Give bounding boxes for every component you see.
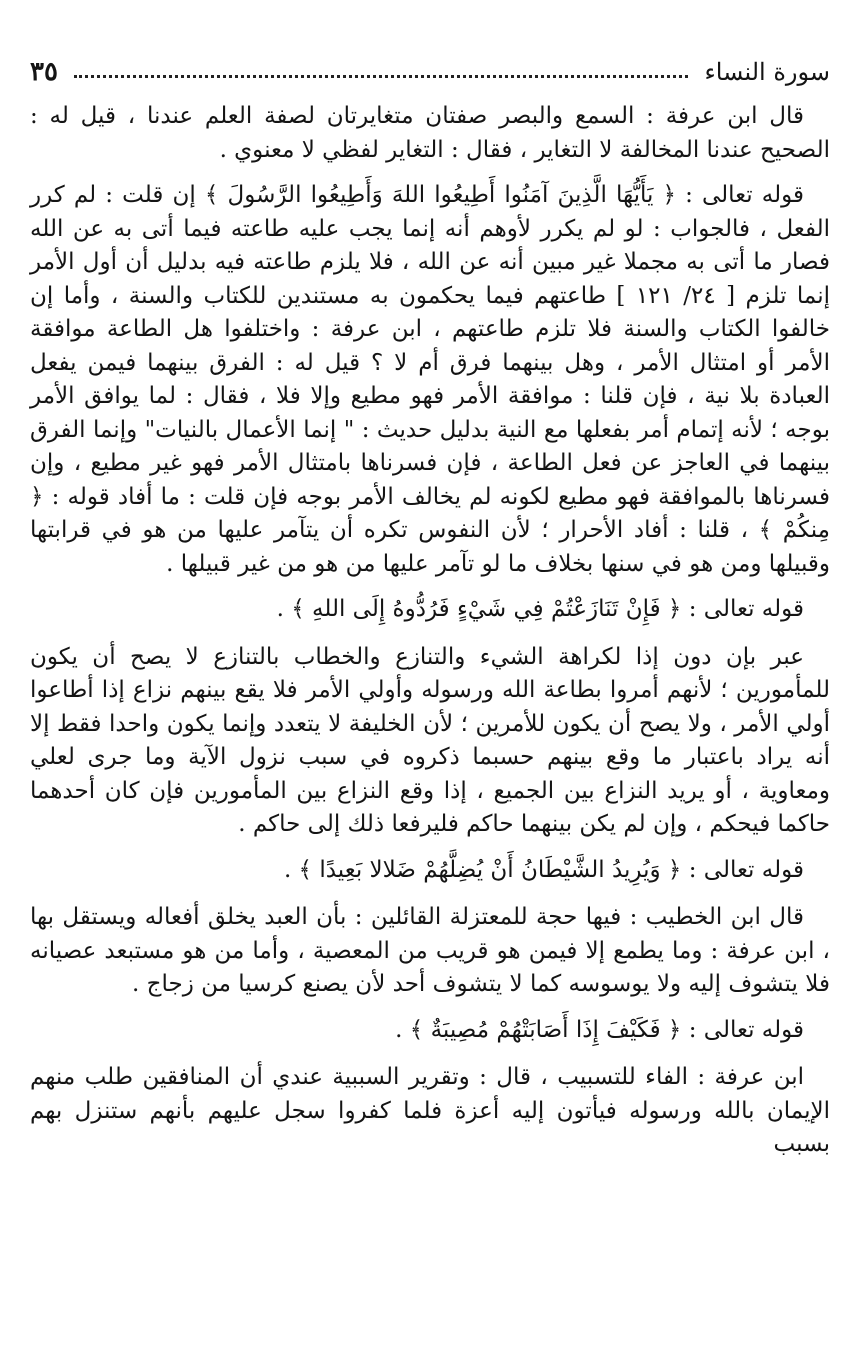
- surah-title: سورة النساء: [704, 58, 830, 86]
- page-body: [30, 100, 830, 1174]
- page-header: [30, 52, 830, 92]
- paragraph: عبر بإن دون إذا لكراهة الشيء والتنازع والخطاب بالتنازع لا يصح أن يكون للمأمورين ؛ لأنهم أمروا بطاعة الله ورسوله وأولي الأمر فلا يقع بينهم نزاع إذا أطاعوا أولي الأمر ، ولا يصح أن يكون للأمرين ؛ لأن الخليفة لا يتعدد وإنما يكون واحدا فقط إلا أنه يراد باعتبار ما وقع بينهم حسبما ذكروه في سبب نزول الآية وما جرى لعلي ومعاوية ، أو يريد النزاع بين الجميع ، إذا وقع النزاع بين المأمورين فإن كان أحدهما حاكما فيحكم ، وإن لم يكن بينهما حاكم فليرفعا ذلك إلى حاكم .: [30, 643, 830, 837]
- verse-heading: قوله تعالى : ﴿ فَكَيْفَ إِذَا أَصَابَتْهُمْ مُصِيبَةٌ ﴾ .: [395, 1016, 804, 1043]
- paragraph: ابن عرفة : الفاء للتسبيب ، قال : وتقرير السببية عندي أن المنافقين طلب منهم الإيمان بالله ورسوله فيأتون إليه أعزة فلما كفروا سجل عليهم بأنهم ستنزل بهم بسبب: [30, 1064, 830, 1157]
- page-number: ٣٥: [30, 57, 58, 87]
- paragraph: قال ابن عرفة : السمع والبصر صفتان متغايرتان لصفة العلم عندنا ، قيل له : الصحيح عندنا المخالفة لا التغاير ، فقال : التغاير لفظي لا معنوي .: [30, 103, 830, 163]
- book-page: [30, 0, 830, 1367]
- paragraph: قوله تعالى : ﴿ يَأَيُّهَا الَّذِينَ آمَنُوا أَطِيعُوا اللهَ وَأَطِيعُوا الرَّسُولَ ﴾ إن قلت : لم كرر الفعل ، فالجواب : لو لم يكرر لأوهم أنه إنما يجب عليه طاعته فيما أتى به عن الله فصار ما أتى به مجملا غير مبين أنه عن الله ، فلا يلزم طاعته فيه بدليل أن أول الأمر إنما تلزم [ ٢٤/ ١٢١ ] طاعتهم فيما يحكمون به مستندين للكتاب والسنة ، وأما إن خالفوا الكتاب والسنة فلا تلزم طاعتهم ، ابن عرفة : واختلفوا هل الطاعة موافقة الأمر أو امتثال الأمر ، وهل بينهما فرق أم لا ؟ قيل له : الفرق بينهما فيمن يفعل العبادة بلا نية ، فإن قلنا : موافقة الأمر فهو مطيع وإلا فلا ، فقال : لما يوافق الأمر بوجه ؛ لأنه إتمام أمر بفعلها مع النية بدليل حديث : " إنما الأعمال بالنيات" وإنما الفرق بينهما في العاجز عن فعل الطاعة ، فإن فسرناها بامتثال الأمر فهو غير مطيع ، وإن فسرناها بالموافقة فهو مطيع لكونه لم يخالف الأمر بوجه فإن قلت : ما أفاد قوله : ﴿ مِنكُمْ ﴾ ، قلنا : أفاد الأحرار ؛ لأن النفوس تكره أن يتآمر عليها من هو في قرابتها وقبيلها ومن هو في سنها بخلاف ما لو تآمر عليها من هو من غير قبيلها .: [30, 182, 831, 577]
- verse-heading: قوله تعالى : ﴿ وَيُرِيدُ الشَّيْطَانُ أَنْ يُضِلَّهُمْ ضَلالا بَعِيدًا ﴾ .: [283, 856, 804, 883]
- header-dotted-rule: [74, 75, 689, 78]
- paragraph: قال ابن الخطيب : فيها حجة للمعتزلة القائلين : بأن العبد يخلق أفعاله ويستقل بها ، ابن عرفة : وما يطمع إلا فيمن هو قريب من المعصية ، وأما من هو مستبعد عصيانه فلا يتشوف إليه ولا يوسوسه كما لا يتشوف أحد لأن يصنع كرسيا من زجاج .: [30, 904, 830, 997]
- verse-heading: قوله تعالى : ﴿ فَإِنْ تَنَازَعْتُمْ فِي شَيْءٍ فَرُدُّوهُ إِلَى اللهِ ﴾ .: [276, 596, 804, 622]
